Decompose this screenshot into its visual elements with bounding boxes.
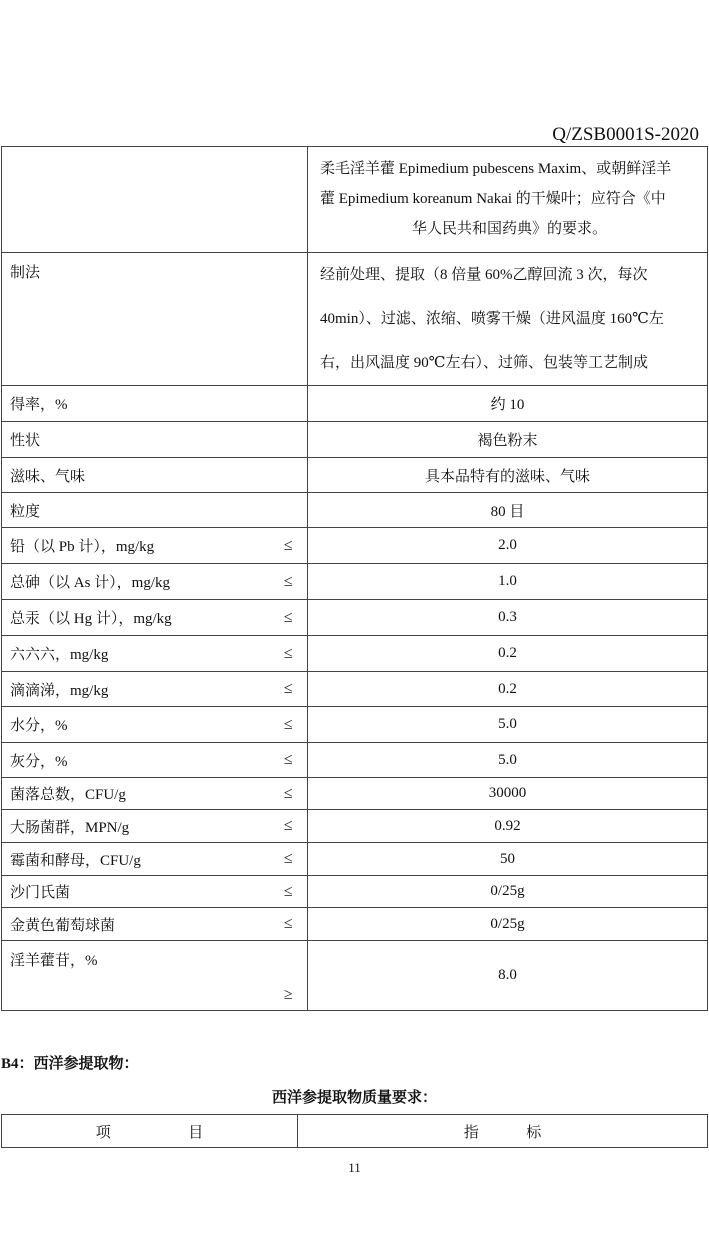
item-name: 沙门氏菌	[2, 876, 270, 908]
item-value: 0/25g	[308, 908, 708, 941]
header-item-char: 目	[188, 1124, 204, 1141]
item-value: 约 10	[308, 386, 708, 422]
table-row	[2, 422, 708, 458]
table-row	[2, 843, 708, 876]
table-row	[2, 458, 708, 493]
table-row	[2, 636, 708, 672]
method-description-cell	[308, 253, 708, 386]
method-line: 经前处理、提取（8 倍量 60%乙醇回流 3 次，每次	[320, 267, 648, 283]
header-indicator-char: 指	[463, 1124, 479, 1141]
item-value: 褐色粉末	[308, 422, 708, 458]
item-value: 0/25g	[308, 876, 708, 908]
document-code: Q/ZSB0001S-2020	[552, 124, 699, 145]
table-row	[2, 810, 708, 843]
item-name: 水分，%	[2, 707, 270, 743]
source-description-cell	[308, 147, 708, 253]
table-row	[2, 876, 708, 908]
item-value: 0.2	[308, 636, 708, 672]
item-name: 性状	[2, 422, 308, 458]
item-value: 5.0	[308, 707, 708, 743]
header-indicator	[298, 1115, 708, 1148]
limit-symbol: ≤	[270, 564, 308, 600]
method-label: 制法	[2, 253, 308, 386]
item-name: 霉菌和酵母，CFU/g	[2, 843, 270, 876]
section-heading: B4：西洋参提取物：	[1, 1056, 139, 1072]
item-value: 5.0	[308, 743, 708, 778]
limit-symbol: ≤	[270, 778, 308, 810]
spec-table	[1, 146, 708, 1011]
table-row	[2, 672, 708, 707]
item-name: 滋味、气味	[2, 458, 308, 493]
table-row	[2, 493, 708, 528]
limit-symbol: ≤	[270, 876, 308, 908]
item-name: 得率，%	[2, 386, 308, 422]
table-row	[2, 778, 708, 810]
item-value: 0.3	[308, 600, 708, 636]
item-name: 淫羊藿苷，%	[2, 941, 270, 1011]
table-row	[2, 564, 708, 600]
limit-symbol: ≥	[270, 941, 308, 1011]
limit-symbol: ≤	[270, 528, 308, 564]
item-name: 铅（以 Pb 计），mg/kg	[2, 528, 270, 564]
item-name: 金黄色葡萄球菌	[2, 908, 270, 941]
item-value: 0.92	[308, 810, 708, 843]
item-value: 1.0	[308, 564, 708, 600]
requirements-header-table	[1, 1114, 708, 1148]
source-label-cell	[2, 147, 308, 253]
source-line: 华人民共和国药典》的要求。	[411, 220, 607, 237]
header-indicator-char: 标	[526, 1124, 542, 1141]
item-value: 具本品特有的滋味、气味	[308, 458, 708, 493]
item-name: 粒度	[2, 493, 308, 528]
item-value: 8.0	[308, 941, 708, 1011]
source-line: 藿 Epimedium koreanum Nakai 的干燥叶；应符合《中	[320, 190, 666, 207]
item-name: 灰分，%	[2, 743, 270, 778]
limit-symbol: ≤	[270, 600, 308, 636]
method-line: 右，出风温度 90℃左右）、过筛、包装等工艺制成	[320, 355, 649, 371]
item-value: 30000	[308, 778, 708, 810]
item-name: 大肠菌群，MPN/g	[2, 810, 270, 843]
limit-symbol: ≤	[270, 636, 308, 672]
item-value: 80 目	[308, 493, 708, 528]
item-name: 六六六，mg/kg	[2, 636, 270, 672]
table-row	[2, 941, 708, 1011]
sub-heading: 西洋参提取物质量要求：	[271, 1090, 437, 1106]
limit-symbol: ≤	[270, 843, 308, 876]
item-name: 菌落总数，CFU/g	[2, 778, 270, 810]
limit-symbol: ≤	[270, 908, 308, 941]
item-value: 2.0	[308, 528, 708, 564]
method-line: 40min）、过滤、浓缩、喷雾干燥（进风温度 160℃左	[320, 311, 664, 327]
table-row	[2, 707, 708, 743]
item-value: 50	[308, 843, 708, 876]
limit-symbol: ≤	[270, 672, 308, 707]
item-name: 滴滴涕，mg/kg	[2, 672, 270, 707]
item-value: 0.2	[308, 672, 708, 707]
table-row-source	[2, 147, 708, 253]
source-line: 柔毛淫羊藿 Epimedium pubescens Maxim、或朝鲜淫羊	[320, 160, 672, 177]
table-row-method	[2, 253, 708, 386]
table-row	[2, 600, 708, 636]
item-name: 总汞（以 Hg 计），mg/kg	[2, 600, 270, 636]
table-row	[2, 908, 708, 941]
page-number: 11	[348, 1160, 361, 1175]
limit-symbol: ≤	[270, 810, 308, 843]
item-name: 总砷（以 As 计），mg/kg	[2, 564, 270, 600]
header-item-char: 项	[95, 1124, 111, 1141]
table-row	[2, 528, 708, 564]
table-row	[2, 386, 708, 422]
limit-symbol: ≤	[270, 743, 308, 778]
header-item	[2, 1115, 298, 1148]
limit-symbol: ≤	[270, 707, 308, 743]
table-row	[2, 743, 708, 778]
table-header-row	[2, 1115, 708, 1148]
